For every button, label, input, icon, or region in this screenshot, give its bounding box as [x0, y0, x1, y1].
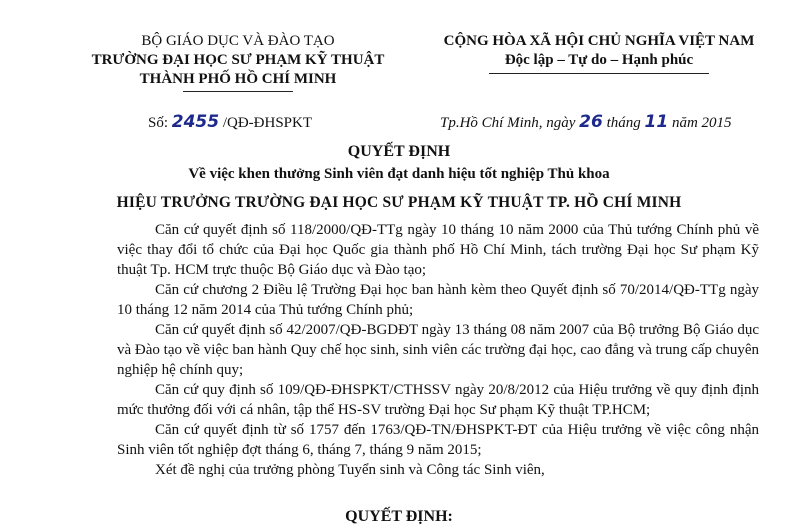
paragraph: Căn cứ quyết định số 42/2007/QĐ-BGDĐT ngày 13 tháng 08 năm 2007 của Bộ trưởng Bộ Giáo dục và Đào tạo về việc ban hành Quy chế học sinh, sinh viên các trường đại học, cao đẳng và trung cấp chuyên nghiệp hệ chính quy;: [117, 322, 759, 378]
paragraph: Căn cứ quyết định từ số 1757 đến 1763/QĐ-TN/ĐHSPKT-ĐT của Hiệu trưởng về việc công nhận Sinh viên tốt nghiệp đợt tháng 6, tháng 7, tháng 9 năm 2015;: [117, 422, 759, 458]
national-motto: Độc lập – Tự do – Hạnh phúc: [504, 52, 694, 68]
university-name-line2: THÀNH PHỐ HỒ CHÍ MINH: [139, 71, 337, 87]
country-name: CỘNG HÒA XÃ HỘI CHỦ NGHĨA VIỆT NAM: [443, 33, 755, 49]
issuing-authority: HIỆU TRƯỞNG TRƯỜNG ĐẠI HỌC SƯ PHẠM KỸ THUẬT TP. HỒ CHÍ MINH: [116, 194, 682, 211]
national-header: [424, 32, 774, 74]
handwritten-number: 2455: [171, 112, 220, 132]
month-label: tháng: [606, 115, 641, 131]
number-suffix: /QĐ-ĐHSPKT: [222, 115, 313, 131]
handwritten-month: 11: [644, 112, 669, 132]
handwritten-day: 26: [579, 112, 603, 132]
university-name-line1: TRƯỜNG ĐẠI HỌC SƯ PHẠM KỸ THUẬT: [91, 52, 385, 68]
place-and-date: [440, 112, 732, 132]
paragraph: Căn cứ quy định số 109/QĐ-ĐHSPKT/CTHSSV ngày 20/8/2012 của Hiệu trưởng về quy định định mức thưởng đối với cá nhân, tập thể HS-SV trường Đại học Sư phạm Kỹ thuật TP.HCM;: [117, 382, 759, 418]
motto-underline: [489, 73, 709, 74]
number-label: Số:: [148, 115, 169, 131]
year-text: năm 2015: [671, 115, 732, 131]
paragraph: Căn cứ chương 2 Điều lệ Trường Đại học ban hành kèm theo Quyết định số 70/2014/QĐ-TTg ngày 10 tháng 12 năm 2014 của Thủ tướng Chính phủ;: [117, 282, 759, 318]
issuer-underline: [183, 91, 293, 92]
document-body: [117, 220, 759, 480]
decision-heading: QUYẾT ĐỊNH:: [345, 508, 453, 525]
paragraph: Xét đề nghị của trưởng phòng Tuyển sinh và Công tác Sinh viên,: [155, 462, 545, 478]
paragraph: Căn cứ quyết định số 118/2000/QĐ-TTg ngày 10 tháng 10 năm 2000 của Thủ tướng Chính phủ về việc thay đổi tổ chức của Đại học Quốc gia thành phố Hồ Chí Minh, tách trường Đại học Sư phạm Kỹ thuật Tp. HCM trực thuộc Bộ Giáo dục và Đào tạo;: [117, 222, 759, 278]
document-title: QUYẾT ĐỊNH: [347, 143, 451, 160]
ministry-name: BỘ GIÁO DỤC VÀ ĐÀO TẠO: [141, 33, 335, 49]
document-subtitle: Về việc khen thưởng Sinh viên đạt danh hiệu tốt nghiệp Thủ khoa: [188, 166, 610, 182]
place-date-prefix: Tp.Hồ Chí Minh, ngày: [440, 115, 576, 131]
document-number: [148, 112, 312, 132]
issuer-block: [58, 32, 418, 92]
